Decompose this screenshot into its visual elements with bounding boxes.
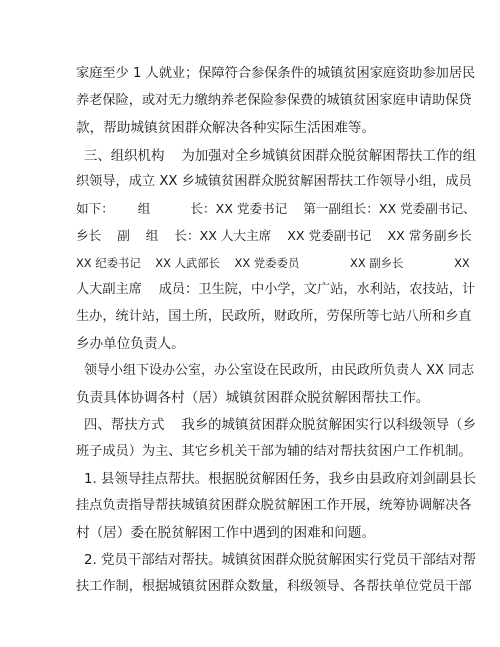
body-line: 扶工作制，根据城镇贫困群众数量，科级领导、各帮扶单位党员干部	[76, 579, 472, 594]
body-line: 如下： 组 长：XX 党委书记 第一副组长：XX 党委副书记、	[76, 201, 476, 216]
body-line: 生办，统计站，国土所，民政所，财政所，劳保所等七站八所和乡直	[76, 309, 472, 324]
paragraph-start-line: 领导小组下设办公室，办公室设在民政所，由民政所负责人 XX 同志	[84, 363, 475, 378]
body-line: 乡长 副 组 长：XX 人大主席 XX 党委副书记 XX 常务副乡长	[76, 228, 472, 243]
body-line: 乡办单位负责人。	[76, 336, 185, 352]
body-line: 款，帮助城镇贫困群众解决各种实际生活困难等。	[76, 120, 376, 136]
body-line: 养老保险，或对无力缴纳养老保险参保费的城镇贫困家庭申请助保贷	[76, 93, 472, 108]
section-heading-line: 四、帮扶方式 我乡的城镇贫困群众脱贫解困实行以科级领导（乡	[84, 418, 476, 433]
body-line: 挂点负责指导帮扶城镇贫困群众脱贫解困工作开展，统筹协调解决各	[76, 498, 472, 513]
section-heading-line: 三、组织机构 为加强对全乡城镇贫困群众脱贫解困帮扶工作的组	[84, 149, 476, 164]
body-line: 织领导，成立 XX 乡城镇贫困群众脱贫解困帮扶工作领导小组，成员	[76, 174, 472, 189]
paragraph-start-line: 1. 县领导挂点帮扶。根据脱贫解困任务，我乡由县政府刘剑副县长	[84, 472, 476, 487]
paragraph-start-line: 2. 党员干部结对帮扶。城镇贫困群众脱贫解困实行党员干部结对帮	[84, 553, 476, 568]
body-line: 班子成员）为主、其它乡机关干部为辅的结对帮扶贫困户工作机制。	[76, 444, 472, 459]
body-line: 负责具体协调各村（居）城镇贫困群众脱贫解困帮扶工作。	[76, 390, 430, 406]
body-line: 家庭至少 1 人就业；保障符合参保条件的城镇贫困家庭资助参加居民	[76, 66, 476, 81]
body-line: XX 纪委书记 XX 人武部长 XX 党委委员 XX 副乡长 XX	[76, 256, 470, 270]
body-line: 人大副主席 成员：卫生院，中小学，文广站，水利站，农技站，计	[76, 282, 476, 297]
body-line: 村（居）委在脱贫解困工作中遇到的困难和问题。	[76, 525, 376, 541]
